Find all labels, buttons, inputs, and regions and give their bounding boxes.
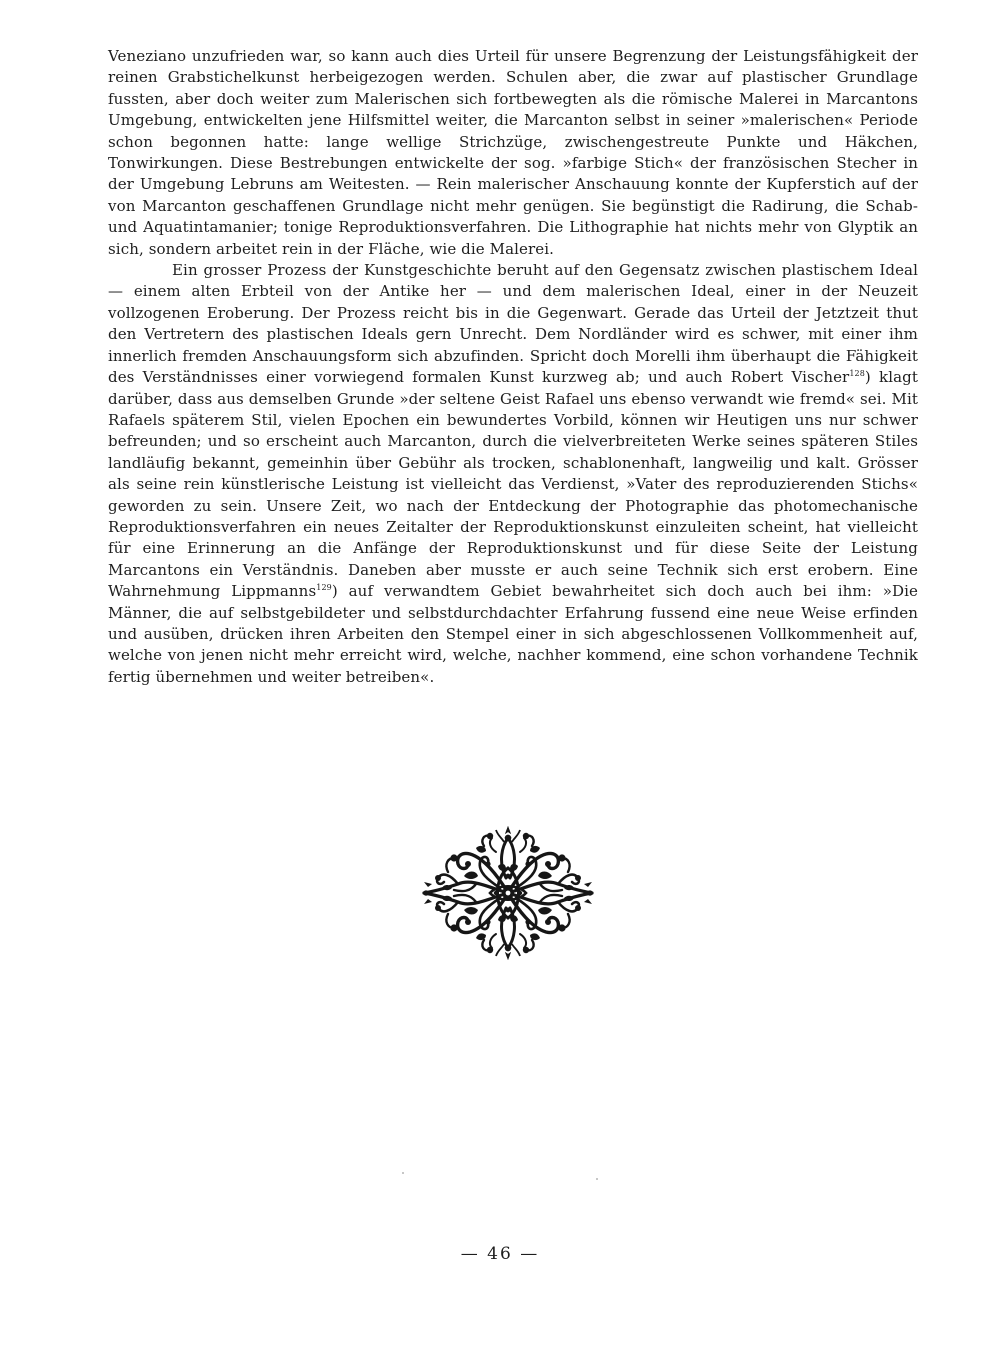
body-text <box>108 46 918 688</box>
paragraph-2-text-c: ) auf verwandtem Gebiet bewahrheitet sich doch auch bei ihm: »Die Männer, die auf selbstgebildeter und selbstdurchdachter Erfahrung fussend eine neue Weise erfinden und ausüben, drücken ihren Arbeiten den Stempel einer in sich abgeschlossenen Vollkommenheit auf, welche von jenen nicht mehr erreicht wird, welche, nachher kommend, eine schon vorhandene Technik fertig übernehmen und weiter betreiben«. <box>108 582 918 686</box>
arabesque-ornament-icon <box>418 818 598 968</box>
paragraph-1 <box>108 46 918 260</box>
footnote-ref-128[interactable]: 128 <box>849 369 865 379</box>
paragraph-2-text-b: ) klagt darüber, dass aus demselben Grunde »der seltene Geist Rafael uns ebenso verwandt wie fremd« sei. Mit Rafaels späterem Stil, vielen Epochen ein bewundertes Vorbild, können wir Heutigen uns nur schwer befreunden; und so erscheint auch Marcanton, durch die vielverbreiteten Werke seines späteren Stiles landläufig bekannt, gemeinhin über Gebühr als trocken, schablonenhaft, langweilig und kalt. Grösser als seine rein künstlerische Leistung ist vielleicht das Verdienst, »Vater des reproduzierenden Stichs« geworden zu sein. Unsere Zeit, wo nach der Entdeckung der Photographie das photomechanische Reproduktionsverfahren ein neues Zeitalter der Reproduktionskunst einzuleiten scheint, hat vielleicht für eine Erinnerung an die Anfänge der Reproduktionskunst und für diese Seite der Leistung Marcantons ein Verständnis. Daneben aber musste er auch seine Technik sich erst erobern. Eine Wahrnehmung Lippmanns <box>108 368 918 601</box>
paragraph-2 <box>108 260 918 688</box>
paragraph-1-text: Veneziano unzufrieden war, so kann auch dies Urteil für unsere Begrenzung der Leistungsfähigkeit der reinen Grabstichelkunst herbeigezogen werden. Schulen aber, die zwar auf plastischer Grundlage fussten, aber doch weiter zum Malerischen sich fortbewegten als die römische Malerei in Marcantons Umgebung, entwickelten jene Hilfsmittel weiter, die Marcanton selbst in seiner »malerischen« Periode schon begonnen hatte: lange wellige Strichzüge, zwischengestreute Punkte und Häkchen, Tonwirkungen. Diese Bestrebungen entwickelte der sog. »farbige Stich« der französischen Stecher in der Umgebung Lebruns am Weitesten. — Rein malerischer Anschauung konnte der Kupferstich auf der von Marcanton geschaffenen Grundlage nicht mehr genügen. Sie begünstigt die Radirung, die Schab- und Aquatintamanier; tonige Reproduktionsverfahren. Die Lithographie hat nichts mehr von Glyptik an sich, sondern arbeitet rein in der Fläche, wie die Malerei. <box>108 47 918 258</box>
scan-speck <box>596 1178 598 1180</box>
footnote-ref-129[interactable]: 129 <box>316 583 332 593</box>
scan-speck <box>402 1172 404 1174</box>
paragraph-2-text-a: Ein grosser Prozess der Kunstgeschichte beruht auf den Gegensatz zwischen plastischem Ideal — einem alten Erbteil von der Antike her — und dem malerischen Ideal, einer in der Neuzeit vollzogenen Eroberung. Der Prozess reicht bis in die Gegenwart. Gerade das Urteil der Jetztzeit thut den Vertretern des plastischen Ideals gern Unrecht. Dem Nordländer wird es schwer, mit einer ihm innerlich fremden Anschauungsform sich abzufinden. Spricht doch Morelli ihm überhaupt die Fähigkeit des Verständnisses einer vorwiegend formalen Kunst kurzweg ab; und auch Robert Vischer <box>108 261 918 387</box>
page-number: — 46 — <box>460 1244 540 1264</box>
